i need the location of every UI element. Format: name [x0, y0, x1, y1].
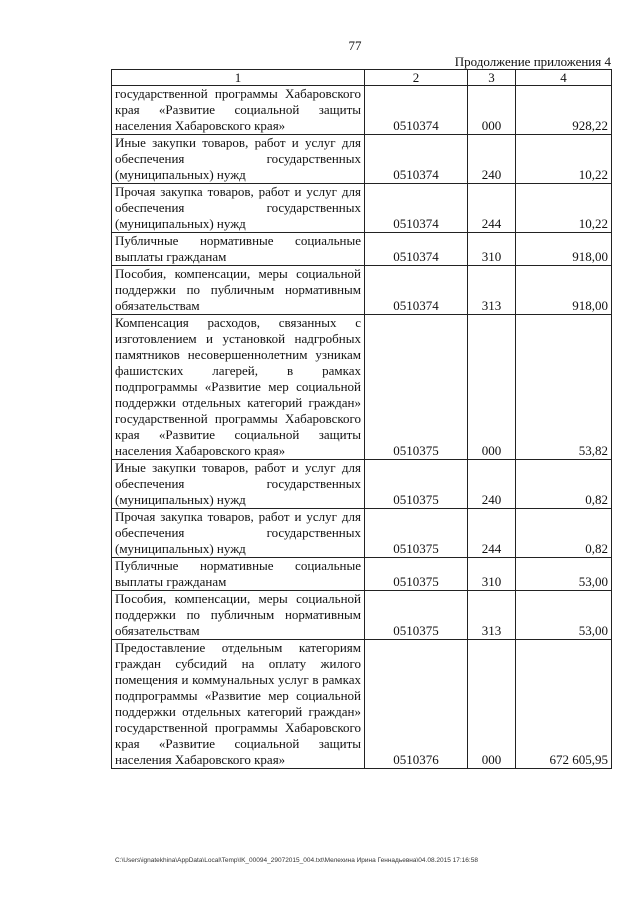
row-type: 310	[468, 233, 516, 266]
row-code: 0510374	[365, 86, 468, 135]
row-amount: 10,22	[516, 184, 612, 233]
row-name: Предоставление отдельным категориям граждан субсидий на оплату жилого помещения и коммунальных услуг в рамках подпрограммы «Развитие мер социальной поддержки отдельных категорий граждан» государственной программы Хабаровского края «Развитие социальной защиты населения Хабаровского края»	[112, 640, 365, 769]
table-row	[112, 184, 612, 233]
header-cell-type: 3	[468, 70, 516, 86]
row-name: Иные закупки товаров, работ и услуг для обеспечения государственных (муниципальных) нужд	[112, 460, 365, 509]
row-type: 313	[468, 591, 516, 640]
table-row	[112, 509, 612, 558]
row-amount: 53,00	[516, 591, 612, 640]
row-code: 0510375	[365, 460, 468, 509]
row-name: Пособия, компенсации, меры социальной поддержки по публичным нормативным обязательствам	[112, 591, 365, 640]
row-type: 000	[468, 640, 516, 769]
row-code: 0510374	[365, 184, 468, 233]
row-name: Компенсация расходов, связанных с изготовлением и установкой надгробных памятников несовершеннолетним узникам фашистских лагерей, в рамках подпрограммы «Развитие мер социальной поддержки отдельных категорий граждан» государственной программы Хабаровского края «Развитие социальной защиты населения Хабаровского края»	[112, 315, 365, 460]
row-name: Пособия, компенсации, меры социальной поддержки по публичным нормативным обязательствам	[112, 266, 365, 315]
row-amount: 53,82	[516, 315, 612, 460]
table-row	[112, 640, 612, 769]
row-code: 0510375	[365, 509, 468, 558]
row-type: 000	[468, 86, 516, 135]
row-name: государственной программы Хабаровского края «Развитие социальной защиты населения Хабаровского края»	[112, 86, 365, 135]
header-cell-name: 1	[112, 70, 365, 86]
row-name: Иные закупки товаров, работ и услуг для обеспечения государственных (муниципальных) нужд	[112, 135, 365, 184]
row-code: 0510375	[365, 558, 468, 591]
document-footer-path: C:\Users\ignatekhina\AppData\Local\Temp\IK_00094_29072015_004.txt\Мелехина Ирина Геннадьевна\04.08.2015 17:16:58	[115, 857, 478, 864]
row-type: 310	[468, 558, 516, 591]
continuation-caption: Продолжение приложения 4	[454, 54, 611, 69]
table-row	[112, 233, 612, 266]
page-number: 77	[348, 38, 362, 53]
table-row	[112, 315, 612, 460]
row-code: 0510375	[365, 315, 468, 460]
row-amount: 10,22	[516, 135, 612, 184]
row-name: Прочая закупка товаров, работ и услуг для обеспечения государственных (муниципальных) нужд	[112, 509, 365, 558]
row-name: Публичные нормативные социальные выплаты гражданам	[112, 233, 365, 266]
row-type: 244	[468, 509, 516, 558]
row-type: 244	[468, 184, 516, 233]
row-type: 240	[468, 135, 516, 184]
row-code: 0510374	[365, 266, 468, 315]
row-type: 313	[468, 266, 516, 315]
header-row	[112, 70, 612, 86]
row-amount: 0,82	[516, 460, 612, 509]
table-row	[112, 135, 612, 184]
row-amount: 928,22	[516, 86, 612, 135]
table-row	[112, 460, 612, 509]
header-cell-code: 2	[365, 70, 468, 86]
table-row	[112, 86, 612, 135]
budget-table	[111, 69, 612, 769]
table-row	[112, 266, 612, 315]
row-code: 0510376	[365, 640, 468, 769]
row-amount: 672 605,95	[516, 640, 612, 769]
header-cell-amount: 4	[516, 70, 612, 86]
row-name: Прочая закупка товаров, работ и услуг для обеспечения государственных (муниципальных) нужд	[112, 184, 365, 233]
row-code: 0510375	[365, 591, 468, 640]
row-type: 240	[468, 460, 516, 509]
row-amount: 918,00	[516, 266, 612, 315]
row-amount: 918,00	[516, 233, 612, 266]
row-code: 0510374	[365, 135, 468, 184]
row-amount: 0,82	[516, 509, 612, 558]
table-row	[112, 558, 612, 591]
table-row	[112, 591, 612, 640]
row-amount: 53,00	[516, 558, 612, 591]
row-name: Публичные нормативные социальные выплаты гражданам	[112, 558, 365, 591]
row-code: 0510374	[365, 233, 468, 266]
row-type: 000	[468, 315, 516, 460]
